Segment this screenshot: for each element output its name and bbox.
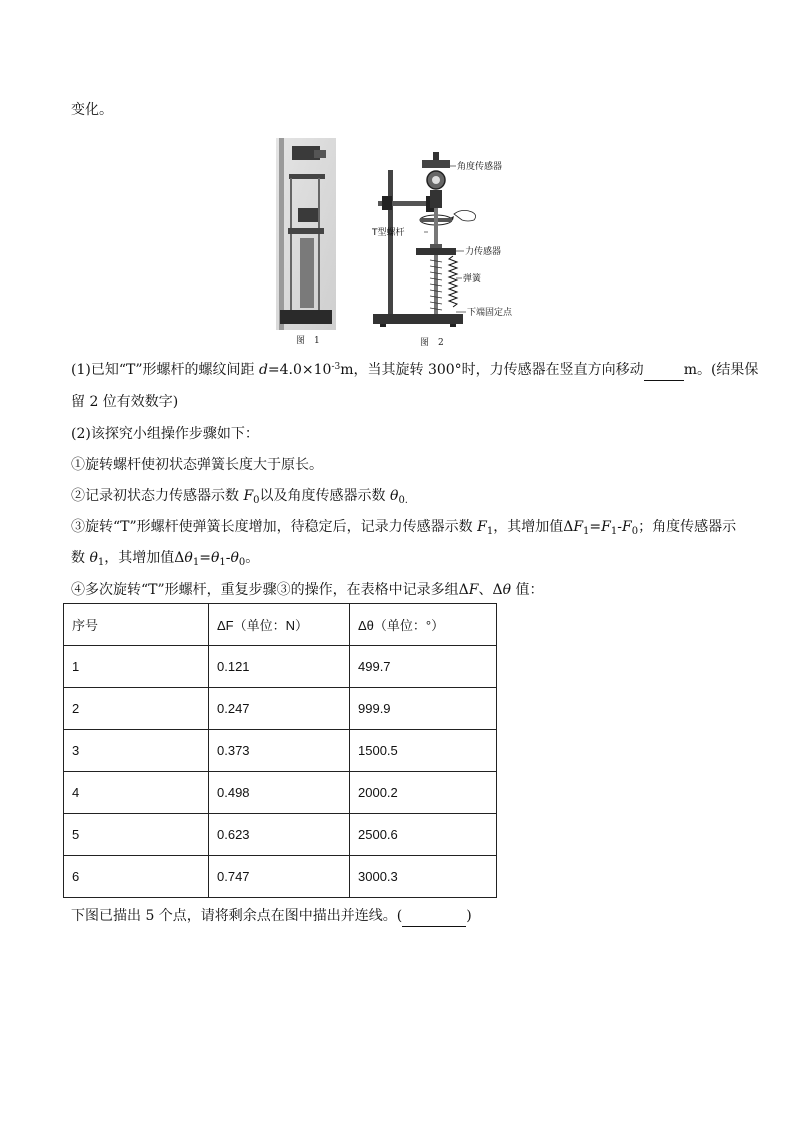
table-header-cell: Δθ（单位：°） [350,604,497,646]
step-3-line-1: ③旋转“T”形螺杆使弹簧长度增加，待稳定后，记录力传感器示数 $F_1$，其增加值$\Delta F_1=F_1-F_0$；角度传感器示 [71,519,737,537]
table-cell: 2 [64,688,209,730]
spring [449,256,457,307]
hand-icon [454,210,476,221]
question-2-intro: (2)该探究小组操作步骤如下： [71,426,259,442]
question-1-line-2: 留 2 位有效数字) [71,394,179,410]
table-cell: 1500.5 [350,730,497,772]
answer-blank-1[interactable] [644,360,684,381]
figure-1-caption: 图 1 [296,336,320,346]
table-cell: 5 [64,814,209,856]
table-cell: 999.9 [350,688,497,730]
table-cell: 0.121 [209,646,350,688]
table-cell: 0.623 [209,814,350,856]
table-cell: 0.747 [209,856,350,898]
label-bottom-fixed: 下端固定点 [467,308,513,318]
step-2-text: ②记录初状态力传感器示数 $F_0$以及角度传感器示数 $\theta_{0.}$ [71,488,408,506]
label-angle-sensor: 角度传感器 [457,162,503,172]
stand-rod [388,170,393,320]
step-4-text: ④多次旋转“T”形螺杆，重复步骤③的操作，在表格中记录多组ΔF、Δθ 值： [71,582,544,598]
question-1-line-1: (1)已知“T”形螺杆的螺纹间距 $d=4.0\times 10^{-3}m$，当其旋转 300°时，力传感器在竖直方向移动 m。(结果保 [71,360,758,381]
table-header-cell: 序号 [64,604,209,646]
table-row [64,814,497,856]
figure-2-diagram [370,148,530,350]
label-force-sensor: 力传感器 [465,247,502,257]
table-header-cell: ΔF（单位：N） [209,604,350,646]
data-table [63,603,497,898]
table-row [64,646,497,688]
table-cell: 0.373 [209,730,350,772]
table-cell: 0.247 [209,688,350,730]
table-row [64,688,497,730]
table-row [64,772,497,814]
table-cell: 4 [64,772,209,814]
table-cell: 2500.6 [350,814,497,856]
table-cell: 499.7 [350,646,497,688]
question-3-text: 下图已描出 5 个点，请将剩余点在图中描出并连线。( ) [71,906,472,927]
figure-2-caption: 图 2 [420,338,444,348]
table-cell: 6 [64,856,209,898]
step-1-text: ①旋转螺杆使初状态弹簧长度大于原长。 [71,457,323,473]
table-header-row [64,604,497,646]
table-cell: 0.498 [209,772,350,814]
table-row [64,856,497,898]
table-cell: 3 [64,730,209,772]
table-cell: 2000.2 [350,772,497,814]
step-3-line-2: 数 $\theta_1$，其增加值$\Delta\theta_1=\theta_1-\theta_0$。 [71,550,260,568]
force-sensor-plate [416,248,456,255]
table-cell: 1 [64,646,209,688]
label-t-screw: T型螺杆 [372,228,405,238]
stand-base [373,314,463,324]
label-spring: 弹簧 [463,274,482,284]
answer-blank-2[interactable] [402,906,466,927]
table-cell: 3000.3 [350,856,497,898]
figure-1-photo [276,138,336,350]
angle-sensor-body [422,160,450,168]
table-row [64,730,497,772]
intro-tail-text: 变化。 [71,102,113,118]
